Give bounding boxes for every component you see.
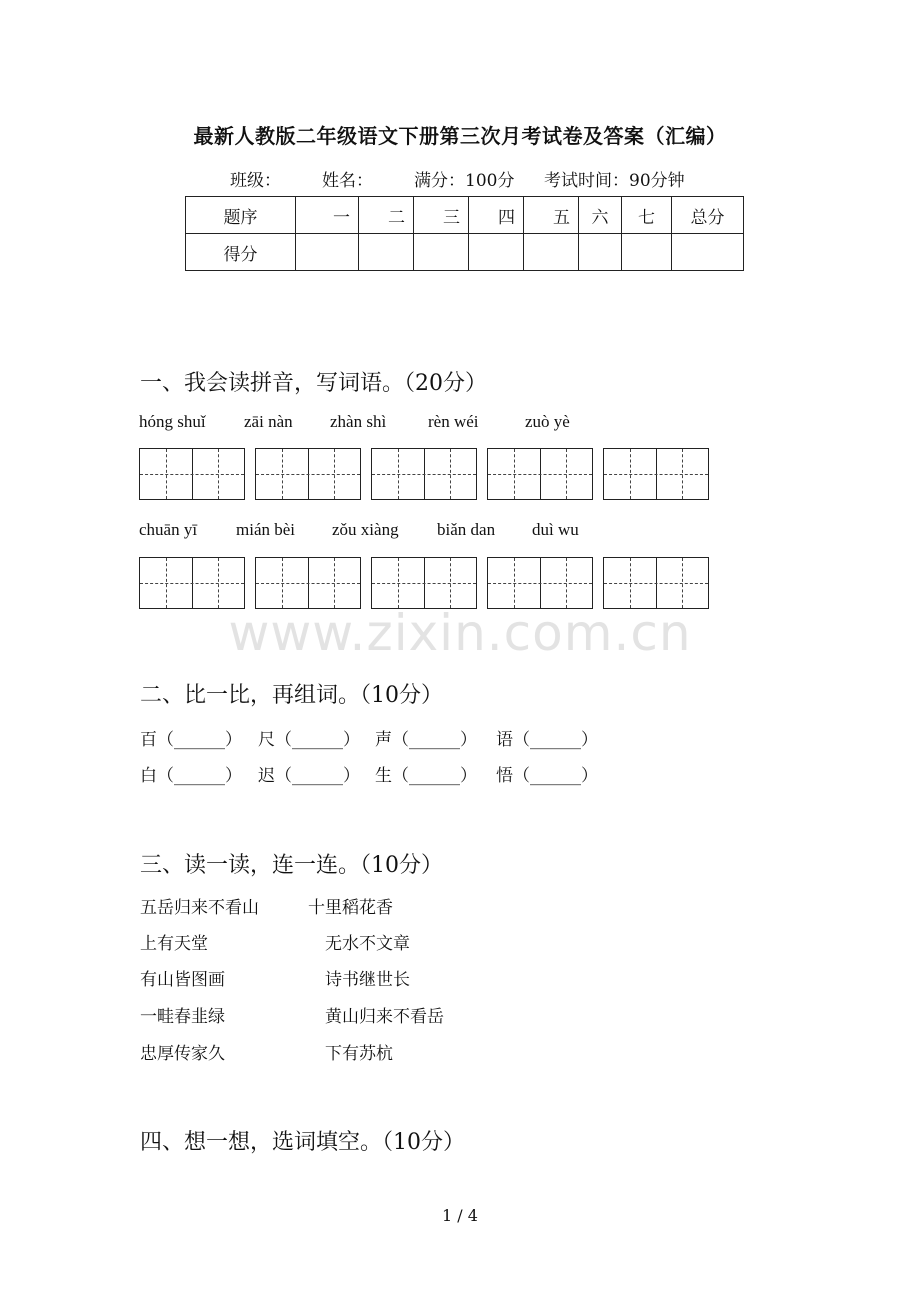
table-cell: 二: [359, 197, 414, 234]
exam-info: [230, 166, 685, 191]
writing-grid[interactable]: [603, 448, 709, 500]
table-cell: 五: [524, 197, 579, 234]
table-cell: 一: [296, 197, 359, 234]
writing-grid[interactable]: [139, 557, 245, 609]
exam-time: 考试时间：90分钟: [544, 171, 685, 191]
table-cell: 六: [579, 197, 622, 234]
full-score: 满分：100分: [414, 171, 515, 191]
table-cell: 总分: [672, 197, 744, 234]
score-input-cell[interactable]: [469, 234, 524, 271]
right-phrase[interactable]: 无水不文章: [325, 934, 410, 954]
pinyin-label: hóng shuǐ: [139, 412, 206, 431]
section2-heading: 二、比一比，再组词。（10分）: [140, 683, 443, 708]
score-table-header-row: [186, 197, 744, 234]
writing-grid[interactable]: [371, 557, 477, 609]
writing-grid[interactable]: [487, 557, 593, 609]
page-number: 1 / 4: [442, 1206, 478, 1225]
word-blank[interactable]: 悟（______）: [496, 766, 598, 786]
word-blank[interactable]: 百（______）: [140, 730, 242, 750]
right-phrase[interactable]: 黄山归来不看岳: [325, 1007, 444, 1027]
word-blank[interactable]: 尺（______）: [258, 730, 360, 750]
score-input-cell[interactable]: [359, 234, 414, 271]
writing-grid[interactable]: [255, 448, 361, 500]
pinyin-label: rèn wéi: [428, 412, 479, 431]
pinyin-label: zhàn shì: [330, 412, 387, 431]
document-title: 最新人教版二年级语文下册第三次月考试卷及答案（汇编）: [193, 124, 727, 148]
watermark: www.zixin.com.cn: [228, 604, 692, 662]
word-blank[interactable]: 语（______）: [496, 730, 598, 750]
pinyin-label: chuān yī: [139, 520, 198, 539]
word-compare-row: [140, 761, 598, 786]
score-input-cell[interactable]: [579, 234, 622, 271]
table-cell: 四: [469, 197, 524, 234]
left-phrase[interactable]: 一畦春韭绿: [140, 1007, 225, 1027]
table-cell: 得分: [186, 234, 296, 271]
section4-heading: 四、想一想，选词填空。（10分）: [140, 1130, 465, 1155]
score-table: [185, 196, 744, 271]
pinyin-label: duì wu: [532, 520, 579, 539]
right-phrase[interactable]: 诗书继世长: [325, 970, 410, 990]
section3-heading: 三、读一读，连一连。（10分）: [140, 853, 443, 878]
pinyin-label: zǒu xiàng: [332, 520, 399, 539]
pinyin-label: mián bèi: [236, 520, 296, 539]
left-phrase[interactable]: 忠厚传家久: [140, 1044, 225, 1064]
word-blank[interactable]: 声（______）: [375, 730, 477, 750]
word-compare-row: [140, 725, 598, 750]
right-phrase[interactable]: 下有苏杭: [325, 1044, 393, 1064]
table-cell: 七: [622, 197, 672, 234]
word-blank[interactable]: 迟（______）: [258, 766, 360, 786]
writing-grid[interactable]: [255, 557, 361, 609]
score-input-cell[interactable]: [414, 234, 469, 271]
score-input-cell[interactable]: [524, 234, 579, 271]
writing-grid[interactable]: [371, 448, 477, 500]
score-input-cell[interactable]: [672, 234, 744, 271]
score-input-cell[interactable]: [622, 234, 672, 271]
writing-grid[interactable]: [487, 448, 593, 500]
class-label: 班级：: [230, 171, 281, 191]
pinyin-label: zāi nàn: [244, 412, 293, 431]
table-cell: 三: [414, 197, 469, 234]
writing-grid[interactable]: [139, 448, 245, 500]
word-blank[interactable]: 生（______）: [375, 766, 477, 786]
left-phrase[interactable]: 上有天堂: [140, 934, 208, 954]
word-blank[interactable]: 白（______）: [140, 766, 242, 786]
left-phrase[interactable]: 五岳归来不看山: [140, 898, 259, 918]
right-phrase[interactable]: 十里稻花香: [308, 898, 393, 918]
pinyin-label: biǎn dan: [437, 520, 496, 539]
writing-grid[interactable]: [603, 557, 709, 609]
name-label: 姓名：: [322, 171, 373, 191]
section1-heading: 一、我会读拼音，写词语。（20分）: [140, 371, 487, 396]
table-cell: 题序: [186, 197, 296, 234]
score-table-score-row: [186, 234, 744, 271]
left-phrase[interactable]: 有山皆图画: [140, 970, 225, 990]
score-input-cell[interactable]: [296, 234, 359, 271]
pinyin-label: zuò yè: [525, 412, 570, 431]
